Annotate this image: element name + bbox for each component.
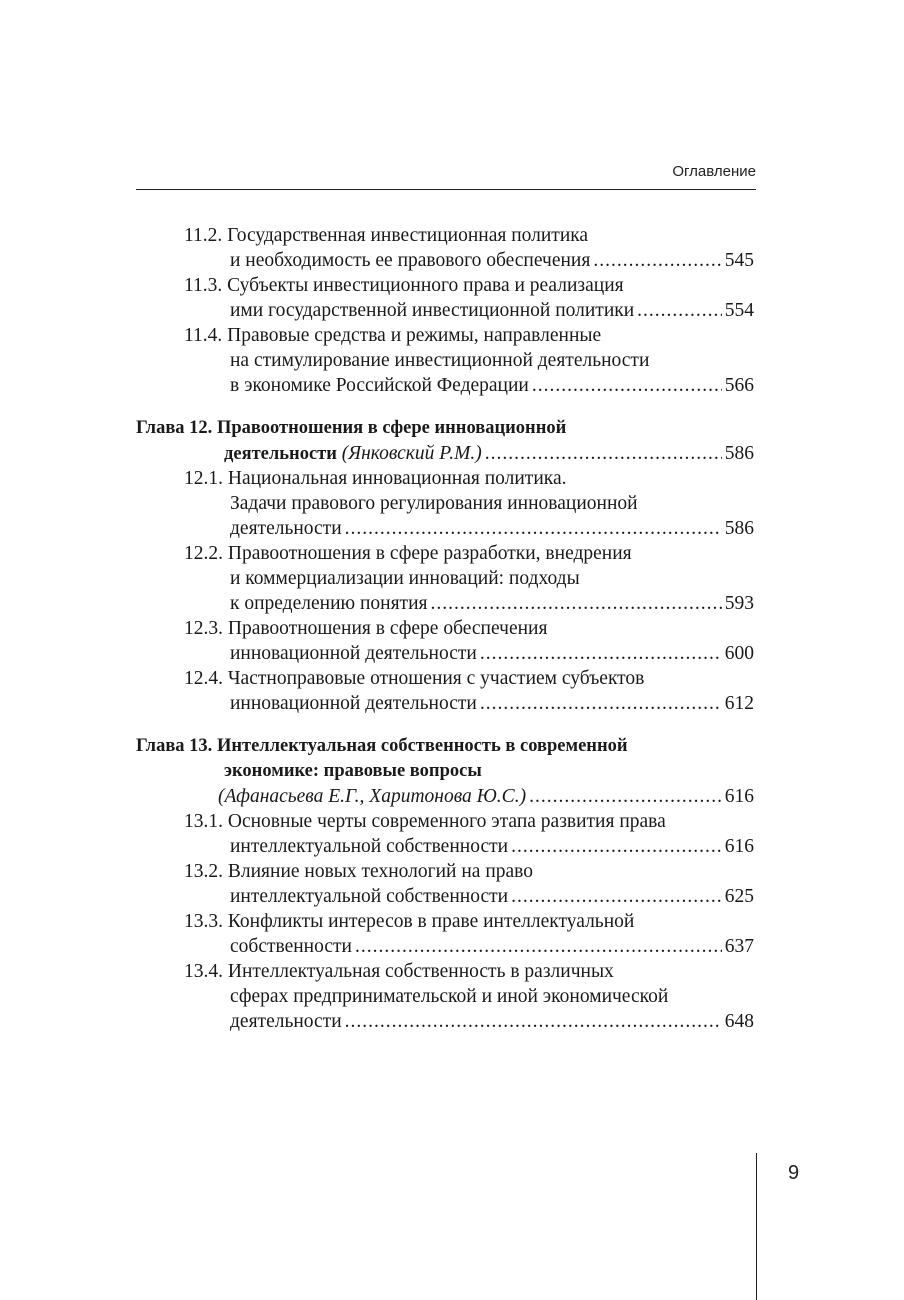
- dot-leader: [637, 298, 722, 323]
- section-title-line2: на стимулирование инвестиционной деятельности: [230, 350, 650, 371]
- toc-entry-12-4-leader: [136, 691, 754, 716]
- dot-leader: [345, 516, 722, 541]
- toc-entry-12-3: [136, 616, 754, 641]
- toc-chapter-13: [136, 734, 754, 759]
- chapter-label: Глава 12.: [136, 418, 213, 438]
- section-title-line2: инновационной деятельности: [230, 643, 477, 664]
- page-ref: 545: [724, 250, 754, 271]
- margin-rule: [756, 1153, 757, 1300]
- page-ref: 625: [724, 886, 754, 907]
- toc-entry-12-1-leader: [136, 516, 754, 541]
- dot-leader: [511, 834, 722, 859]
- section-number: 12.2.: [184, 543, 223, 564]
- page-ref: 616: [724, 836, 754, 857]
- section-title-line1: Государственная инвестиционная политика: [227, 225, 589, 246]
- section-title-line1: Национальная инновационная политика.: [227, 468, 567, 489]
- chapter-author: (Янковский Р.М.): [341, 443, 482, 464]
- section-title-line3: к определению понятия: [230, 593, 428, 614]
- page-number: 9: [788, 1162, 800, 1184]
- toc-entry-12-1: [136, 466, 754, 491]
- section-number: 12.1.: [184, 468, 223, 489]
- dot-leader: [485, 441, 722, 466]
- chapter-title-line1: Правоотношения в сфере инновационной: [216, 418, 567, 438]
- section-title-line2: интеллектуальной собственности: [230, 886, 509, 907]
- page-ref: 637: [724, 936, 754, 957]
- page-ref: 600: [724, 643, 754, 664]
- toc-entry-13-4-leader: [136, 1009, 754, 1034]
- section-number: 12.4.: [184, 668, 223, 689]
- section-title-line1: Субъекты инвестиционного права и реализация: [227, 275, 624, 296]
- toc-entry-13-1-leader: [136, 834, 754, 859]
- chapter-title-line2: экономике: правовые вопросы: [224, 761, 482, 781]
- toc-entry-13-3: [136, 909, 754, 934]
- toc-entry-12-4: [136, 666, 754, 691]
- toc-entry-11-4-line2: [136, 348, 754, 373]
- section-title-line1: Правоотношения в сфере обеспечения: [227, 618, 548, 639]
- chapter-author: (Афанасьева Е.Г., Харитонова Ю.С.): [218, 786, 527, 807]
- section-number: 12.3.: [184, 618, 223, 639]
- section-number: 13.3.: [184, 911, 223, 932]
- section-title-line1: Интеллектуальная собственность в различных: [227, 961, 614, 982]
- section-title-line2: инновационной деятельности: [230, 693, 477, 714]
- section-number: 11.2.: [184, 225, 223, 246]
- section-title-line1: Правовые средства и режимы, направленные: [227, 325, 602, 346]
- section-title-line1: Конфликты интересов в праве интеллектуальной: [227, 911, 635, 932]
- toc-chapter-12-leader: [136, 441, 754, 466]
- section-title-line1: Правоотношения в сфере разработки, внедрения: [227, 543, 632, 564]
- toc-entry-11-2-leader: [136, 248, 754, 273]
- dot-leader: [345, 1009, 722, 1034]
- page-ref: 593: [724, 593, 754, 614]
- dot-leader: [480, 641, 722, 666]
- section-number: 11.3.: [184, 275, 223, 296]
- section-title-line3: деятельности: [230, 518, 342, 539]
- chapter-title-line2: деятельности: [224, 444, 337, 464]
- toc-chapter-13-line2: [136, 759, 754, 784]
- page-ref: 616: [724, 786, 754, 807]
- toc-entry-13-1: [136, 809, 754, 834]
- dot-leader: [529, 784, 722, 809]
- toc-entry-13-4: [136, 959, 754, 984]
- toc-entry-11-3: [136, 273, 754, 298]
- section-title-line2: и необходимость ее правового обеспечения: [230, 250, 591, 271]
- toc-entry-12-3-leader: [136, 641, 754, 666]
- page-ref: 566: [724, 375, 754, 396]
- dot-leader: [355, 934, 722, 959]
- page-ref: 586: [724, 518, 754, 539]
- section-title-line3: в экономике Российской Федерации: [230, 375, 529, 396]
- toc-entry-11-4-leader: [136, 373, 754, 398]
- section-title-line2: и коммерциализации инноваций: подходы: [230, 568, 580, 589]
- chapter-label: Глава 13.: [136, 736, 213, 756]
- toc-entry-12-2-line2: [136, 566, 754, 591]
- section-number: 13.2.: [184, 861, 223, 882]
- toc-entry-12-2: [136, 541, 754, 566]
- page-ref: 648: [724, 1011, 754, 1032]
- toc-entry-11-3-leader: [136, 298, 754, 323]
- section-title-line2: сферах предпринимательской и иной экономической: [230, 986, 669, 1007]
- toc-entry-12-2-leader: [136, 591, 754, 616]
- dot-leader: [532, 373, 722, 398]
- page-ref: 612: [724, 693, 754, 714]
- chapter-title-line1: Интеллектуальная собственность в современной: [216, 736, 628, 756]
- toc-entry-11-4: [136, 323, 754, 348]
- page-ref: 554: [724, 300, 754, 321]
- toc-chapter-12: [136, 416, 754, 441]
- toc-chapter-13-leader: [136, 784, 754, 809]
- toc-entry-13-4-line2: [136, 984, 754, 1009]
- running-head-title: Оглавление: [672, 163, 756, 180]
- section-title-line1: Основные черты современного этапа развития права: [227, 811, 666, 832]
- section-number: 11.4.: [184, 325, 223, 346]
- dot-leader: [511, 884, 722, 909]
- page-ref: 586: [724, 443, 754, 464]
- dot-leader: [430, 591, 721, 616]
- section-title-line2: ими государственной инвестиционной политики: [230, 300, 635, 321]
- toc-entry-11-2: [136, 223, 754, 248]
- section-title-line3: деятельности: [230, 1011, 342, 1032]
- table-of-contents: [136, 223, 754, 1034]
- section-title-line2: собственности: [230, 936, 352, 957]
- dot-leader: [480, 691, 722, 716]
- section-title-line2: Задачи правового регулирования инновационной: [230, 493, 638, 514]
- section-title-line1: Влияние новых технологий на право: [227, 861, 533, 882]
- toc-entry-13-3-leader: [136, 934, 754, 959]
- section-title-line2: интеллектуальной собственности: [230, 836, 509, 857]
- toc-entry-13-2-leader: [136, 884, 754, 909]
- section-number: 13.4.: [184, 961, 223, 982]
- toc-entry-13-2: [136, 859, 754, 884]
- section-title-line1: Частноправовые отношения с участием субъектов: [227, 668, 645, 689]
- section-number: 13.1.: [184, 811, 223, 832]
- header-rule: [136, 189, 756, 190]
- toc-entry-12-1-line2: [136, 491, 754, 516]
- dot-leader: [593, 248, 721, 273]
